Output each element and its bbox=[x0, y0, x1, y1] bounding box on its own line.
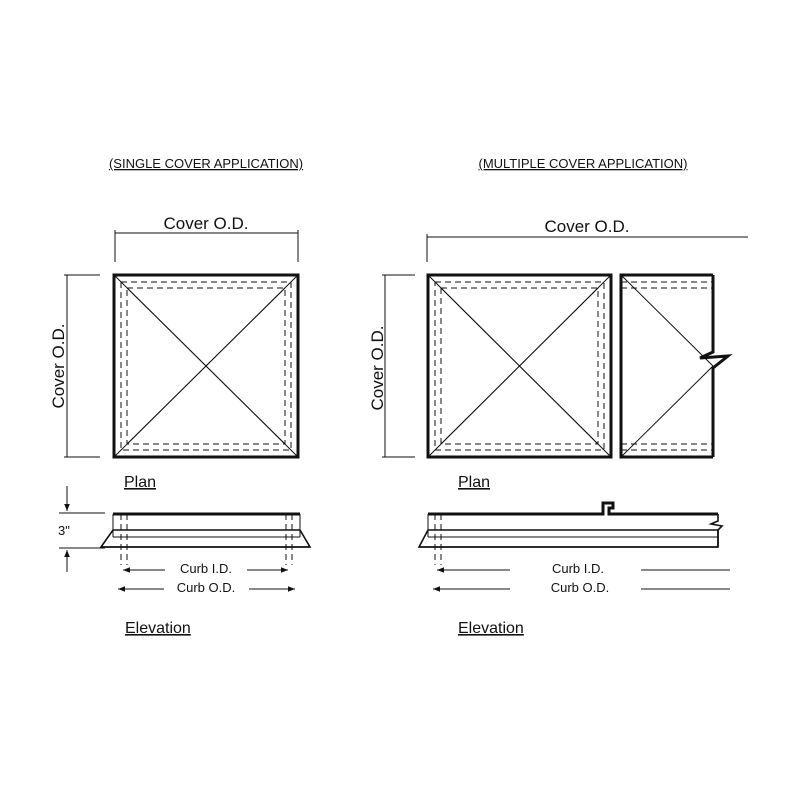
single-elevation-label: Elevation bbox=[125, 620, 191, 637]
multiple-curb-od-label: Curb O.D. bbox=[550, 580, 610, 595]
single-curb-od-label: Curb O.D. bbox=[176, 580, 236, 595]
single-elevation-view bbox=[101, 514, 310, 565]
multiple-plan-width-label: Cover O.D. bbox=[544, 217, 630, 236]
multiple-elevation-view bbox=[419, 503, 722, 565]
multiple-plan-width-dimension bbox=[427, 217, 748, 262]
single-plan-label: Plan bbox=[124, 474, 157, 491]
single-height-label: 3" bbox=[58, 523, 70, 538]
single-plan-view bbox=[114, 275, 298, 457]
multiple-plan-label: Plan bbox=[458, 474, 491, 491]
multiple-curb-id-label: Curb I.D. bbox=[551, 561, 605, 576]
multiple-plan-view bbox=[428, 275, 728, 457]
single-height-dimension bbox=[58, 486, 105, 572]
multiple-curb-dimensions bbox=[433, 561, 730, 595]
single-curb-dimensions bbox=[118, 561, 295, 595]
single-plan-width-label: Cover O.D. bbox=[163, 214, 249, 233]
multiple-heading: (MULTIPLE COVER APPLICATION) bbox=[478, 156, 688, 171]
single-curb-id-label: Curb I.D. bbox=[179, 561, 233, 576]
single-plan-width-dimension bbox=[115, 214, 298, 262]
multiple-elevation-label: Elevation bbox=[458, 620, 524, 637]
multiple-cover-section bbox=[368, 156, 748, 637]
single-plan-height-label: Cover O.D. bbox=[49, 323, 68, 409]
multiple-plan-height-label: Cover O.D. bbox=[368, 325, 387, 411]
single-heading: (SINGLE COVER APPLICATION) bbox=[108, 156, 304, 171]
single-plan-height-dimension bbox=[49, 275, 100, 457]
multiple-plan-height-dimension bbox=[368, 275, 415, 457]
single-cover-section bbox=[49, 156, 310, 637]
